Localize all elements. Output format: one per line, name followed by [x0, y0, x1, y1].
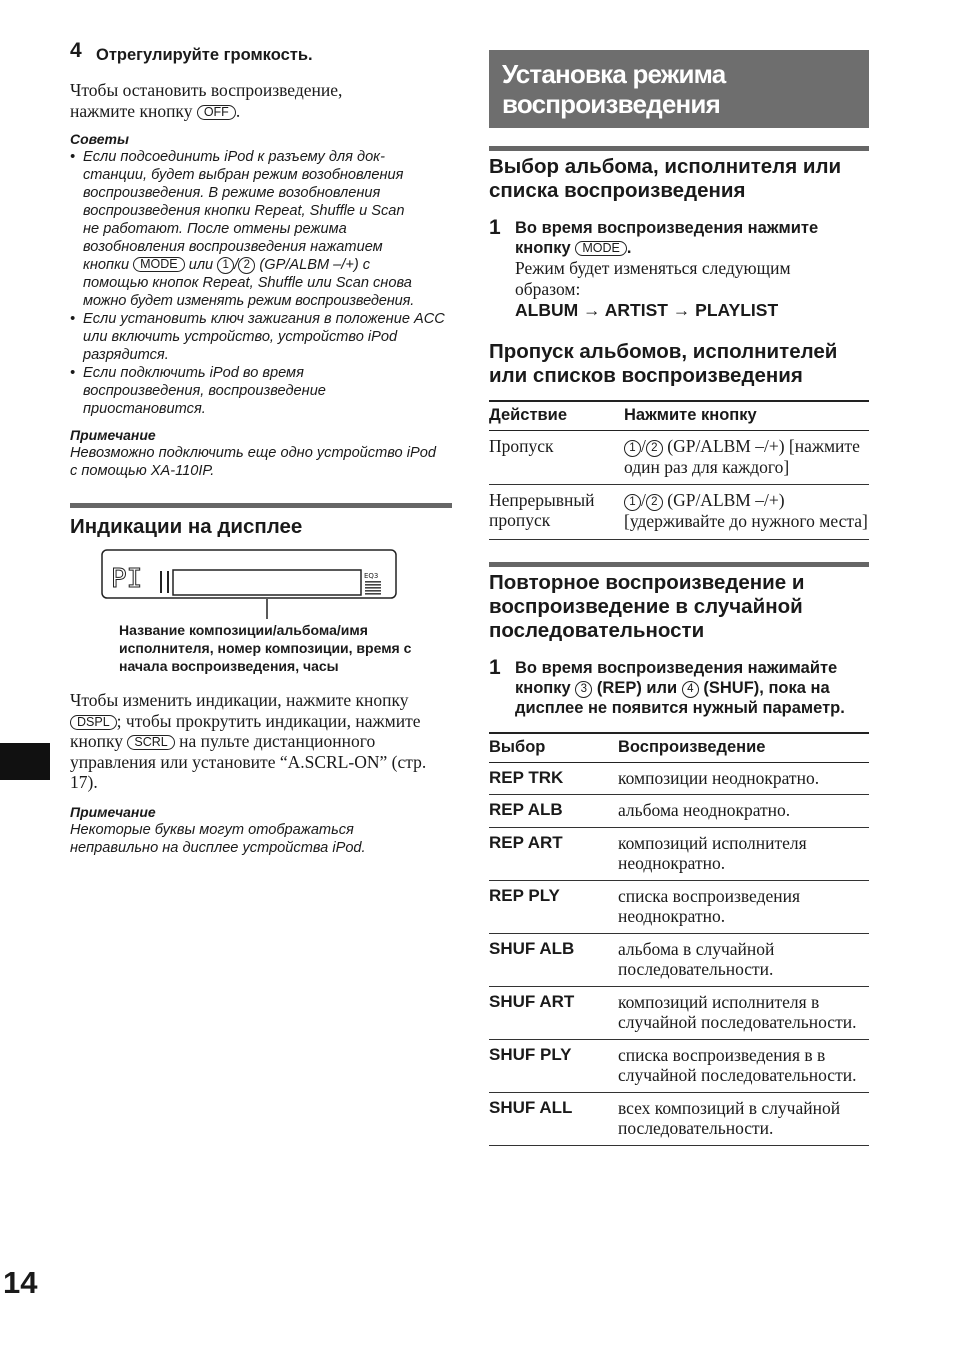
- table-row: [489, 933, 869, 986]
- display-text: Чтобы изменить индикации, нажмите кнопку: [70, 690, 409, 710]
- key-2-icon: 2: [646, 494, 663, 511]
- stop-line-2-text: нажмите кнопку: [70, 100, 193, 121]
- section-divider: [70, 503, 452, 508]
- choice-cell: SHUF ALB: [489, 933, 618, 986]
- table-row: [489, 1092, 869, 1145]
- button-text: (GP/ALBM –/+) [удерживайте до нужного места]: [624, 489, 868, 531]
- desc-cell: альбома неоднократно.: [618, 795, 869, 828]
- step-number: 1: [489, 655, 501, 679]
- key-4-icon: 4: [682, 681, 699, 698]
- step-number: 4: [70, 39, 82, 62]
- step-text-part: Во время воспроизведения нажмите кнопку: [515, 219, 819, 257]
- tip-item: [70, 148, 452, 310]
- key-1-icon: 1: [624, 440, 641, 457]
- choice-cell: REP ART: [489, 827, 618, 880]
- tip1-text: (GP/ALBM –/+) с: [259, 257, 371, 273]
- mode-key: MODE: [575, 241, 627, 256]
- action-cell: Пропуск: [489, 431, 624, 485]
- stop-instruction: [70, 80, 452, 121]
- tip1-line: возобновления воспроизведения нажатием: [83, 239, 383, 255]
- note-heading: Примечание: [70, 803, 156, 820]
- column-header: Выбор: [489, 733, 618, 763]
- dspl-key: DSPL: [70, 715, 117, 730]
- table-row: [489, 880, 869, 933]
- table-row: [489, 986, 869, 1039]
- tip1-text: кнопки: [83, 257, 130, 273]
- button-text: (GP/ALBM –/+) [нажмите один раз для каждого]: [624, 436, 860, 477]
- eq-badge: EQ3: [364, 572, 379, 580]
- choice-cell: SHUF ALL: [489, 1092, 618, 1145]
- step-text: [515, 217, 865, 258]
- button-cell: 1 / 2 (GP/ALBM –/+) [удерживайте до нужного места]: [624, 484, 869, 539]
- table-row: [489, 762, 869, 795]
- tips-heading: Советы: [70, 131, 129, 147]
- right-column: [489, 50, 869, 1146]
- stop-line-2: [70, 101, 452, 122]
- repeat-shuffle-table: [489, 732, 869, 1146]
- note-text: Невозможно подключить еще одно устройство iPod с помощью XA-110IP.: [70, 445, 436, 479]
- desc-cell: композиций исполнителя неоднократно.: [618, 827, 869, 880]
- display-illustration: [101, 549, 427, 674]
- note-heading: Примечание: [70, 427, 156, 443]
- desc-cell: списка воспроизведения в в случайной последовательности.: [618, 1039, 869, 1092]
- section-divider: [489, 562, 869, 567]
- display-callout: Название композиции/альбома/имя исполнителя, номер композиции, время с начала воспроизведения, часы: [119, 622, 412, 674]
- tip-item: • Если установить ключ зажигания в положение ACC или включить устройство, устройство iPod разрядится.: [70, 310, 453, 364]
- step-text-part: Во время воспроизведения нажимайте кнопку: [515, 658, 838, 697]
- table-row: [489, 484, 869, 539]
- mode-key: MODE: [133, 257, 185, 272]
- tip1-text: или: [188, 257, 214, 273]
- section-divider: [489, 146, 869, 151]
- table-row: [489, 1039, 869, 1092]
- banner-line: воспроизведения: [502, 89, 720, 119]
- table-row: [489, 795, 869, 828]
- tip1-line: • Если подсоединить iPod к разъему для док-: [83, 149, 385, 165]
- table-row: [489, 827, 869, 880]
- step-text-part: (SHUF), пока на дисплее не появится нужный параметр.: [515, 678, 845, 717]
- column-header: Воспроизведение: [618, 733, 869, 763]
- stop-line-1: Чтобы остановить воспроизведение,: [70, 80, 343, 100]
- step-1: [489, 657, 869, 718]
- column-header: Действие: [489, 401, 624, 431]
- key-1-icon: 1: [624, 494, 641, 511]
- off-key: OFF: [197, 105, 236, 120]
- skip-heading: Пропуск альбомов, исполнителей или списков воспроизведения: [489, 340, 838, 387]
- tip1-line: можно будет изменять режим воспроизведения.: [83, 293, 415, 309]
- display-text: ; чтобы прокрутить индикации, нажмите кнопку: [70, 710, 421, 751]
- key-2-icon: 2: [238, 257, 255, 274]
- tip1-line: воспроизведения. В режиме возобновления: [83, 185, 381, 201]
- tip1-line: воспроизведения кнопки Repeat, Shuffle и Scan: [83, 203, 405, 219]
- choice-cell: SHUF ART: [489, 986, 618, 1039]
- lcd-segment-text: PI: [111, 564, 143, 594]
- left-column: [70, 40, 452, 857]
- step-text: [515, 657, 860, 718]
- key-2-icon: 2: [646, 440, 663, 457]
- button-cell: 1 / 2 (GP/ALBM –/+) [нажмите один раз для каждого]: [624, 431, 869, 485]
- desc-cell: композиций исполнителя в случайной последовательности.: [618, 986, 869, 1039]
- stop-end: .: [235, 100, 241, 121]
- scrl-key: SCRL: [127, 735, 174, 750]
- tip1-line: станции, будет выбран режим возобновления: [83, 167, 404, 183]
- action-cell: Непрерывный пропуск: [489, 484, 624, 539]
- album-select-heading: Выбор альбома, исполнителя или списка воспроизведения: [489, 155, 842, 202]
- tips-list: [70, 148, 452, 418]
- choice-cell: REP ALB: [489, 795, 618, 828]
- step-body-text: Режим будет изменяться следующим образом:: [515, 258, 791, 299]
- note-text: Некоторые буквы могут отображаться неправильно на дисплее устройства iPod.: [70, 821, 366, 856]
- desc-cell: всех композиций в случайной последовательности.: [618, 1092, 869, 1145]
- step-number: 1: [489, 216, 501, 239]
- choice-cell: REP TRK: [489, 762, 618, 795]
- banner-line: Установка режима: [502, 59, 726, 89]
- tip1-line: помощью кнопок Repeat, Shuffle или Scan снова: [83, 275, 412, 291]
- display-text: на пульте дистанционного управления или установите “A.SCRL-ON” (стр. 17).: [70, 731, 427, 792]
- display-heading: Индикации на дисплее: [70, 515, 303, 538]
- skip-table: [489, 400, 869, 540]
- table-row: [489, 431, 869, 485]
- desc-cell: списка воспроизведения неоднократно.: [618, 880, 869, 933]
- step-1: [489, 217, 869, 320]
- choice-cell: SHUF PLY: [489, 1039, 618, 1092]
- tip1-line: [83, 256, 452, 274]
- step-text-part: (REP) или: [596, 678, 678, 697]
- choice-cell: REP PLY: [489, 880, 618, 933]
- step-text-part: .: [626, 239, 632, 257]
- display-instruction: [70, 690, 430, 793]
- tip1-line: не работают. После отмены режима: [83, 221, 347, 237]
- column-header: Нажмите кнопку: [624, 401, 869, 431]
- desc-cell: альбома в случайной последовательности.: [618, 933, 869, 986]
- slash: /: [234, 257, 239, 273]
- tip-item: • Если подключить iPod во время воспроизведения, воспроизведение приостановится.: [70, 364, 373, 418]
- key-1-icon: 1: [217, 257, 234, 274]
- step-body: [515, 217, 865, 320]
- repeat-heading: Повторное воспроизведение и воспроизведение в случайной последовательности: [489, 570, 805, 642]
- page-number: 14: [3, 1265, 38, 1300]
- key-3-icon: 3: [575, 681, 592, 698]
- section-banner: [489, 50, 869, 128]
- mode-sequence: ALBUM → ARTIST → PLAYLIST: [515, 300, 779, 320]
- desc-cell: композиции неоднократно.: [618, 762, 869, 795]
- section-tab-marker: [0, 743, 50, 780]
- step-text: Отрегулируйте громкость.: [96, 46, 313, 64]
- step-4: [70, 40, 452, 65]
